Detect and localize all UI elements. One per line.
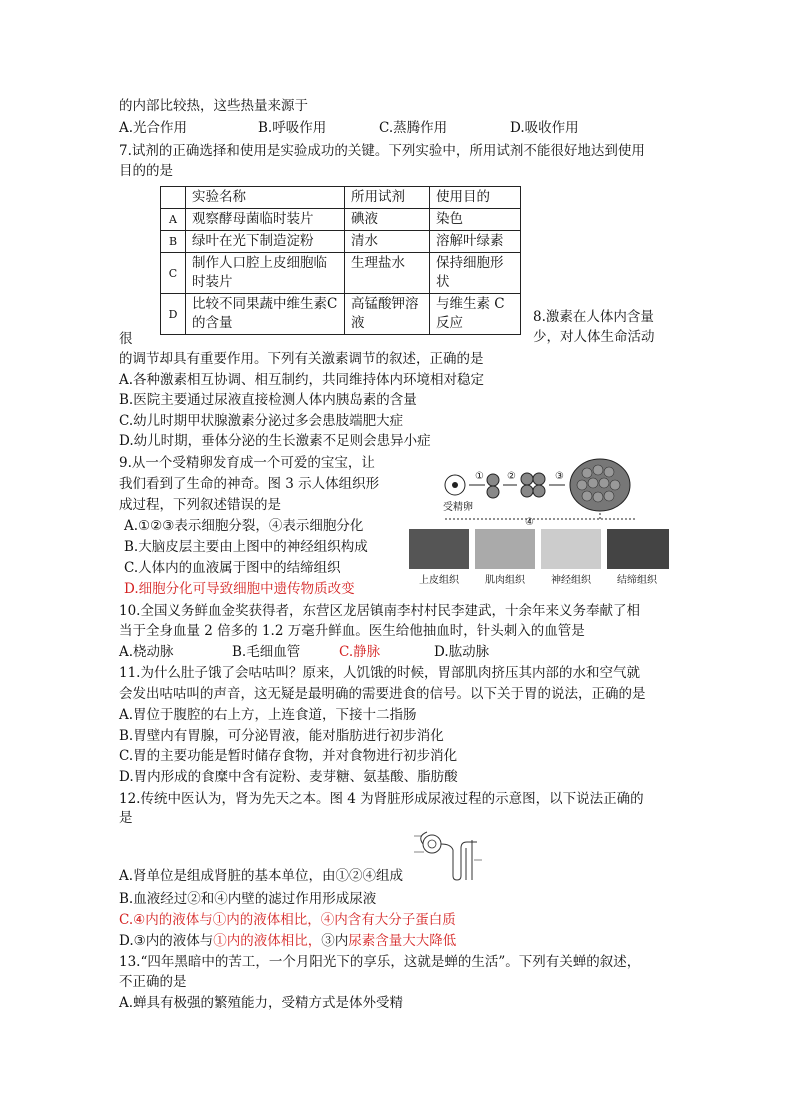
question-11-option-b: B.胃壁内有胃腺，可分泌胃液，能对脂肪进行初步消化 (119, 728, 444, 744)
table-header-cell: 实验名称 (186, 187, 345, 209)
table-cell (161, 187, 186, 209)
step-label: ③ (555, 471, 564, 482)
table-row (161, 209, 521, 231)
question-12-option-c: C.④内的液体与①内的液体相比，④内含有大分子蛋白质 (119, 912, 456, 928)
figure-3-tissue-formation (405, 455, 675, 590)
q6-option-a: A.光合作用 (119, 120, 188, 136)
question-11-option-a: A.胃位于腹腔的右上方，上连食道，下接十二指肠 (119, 707, 417, 723)
question-8-option-b: B.医院主要通过尿液直接检测人体内胰岛素的含量 (119, 392, 417, 408)
row-key: B (161, 231, 186, 253)
question-13-option-a: A.蝉具有极强的繁殖能力，受精方式是体外受精 (119, 995, 404, 1011)
question-12-option-d (119, 931, 456, 951)
epithelial-tissue-image (409, 529, 469, 569)
question-11-option-c: C.胃的主要功能是暂时储存食物，并对食物进行初步消化 (119, 748, 458, 764)
step-label: ④ (525, 517, 534, 528)
table-cell: 清水 (345, 231, 430, 253)
question-8-text: 8.激素在人体内含量 (533, 309, 654, 325)
question-8-text: 的调节却具有重要作用。下列有关激素调节的叙述，正确的是 (119, 351, 484, 367)
question-8-option-d: D.幼儿时期，垂体分泌的生长激素不足则会患异小症 (119, 433, 431, 449)
tissue-label: 上皮组织 (419, 575, 459, 586)
question-9-option-b: B.大脑皮层主要由上图中的神经组织构成 (124, 539, 368, 555)
question-11-text: 会发出咕咕叫的声音，这无疑是最明确的需要进食的信号。以下关于胃的说法，正确的是 (119, 686, 646, 702)
table-row (161, 253, 521, 294)
table-cell: 染色 (430, 209, 521, 231)
table-cell: 保持细胞形状 (430, 253, 521, 294)
table-cell: 溶解叶绿素 (430, 231, 521, 253)
question-12-text: 12.传统中医认为，肾为先天之本。图 4 为肾脏形成尿液过程的示意图，以下说法正确的 (119, 791, 644, 807)
text-line: 的内部比较热，这些热量来源于 (119, 98, 308, 114)
row-key: A (161, 209, 186, 231)
table-cell: 高锰酸钾溶液 (345, 294, 430, 335)
q10-option-b: B.毛细血管 (232, 644, 301, 660)
q10-option-c: C.静脉 (339, 644, 381, 660)
table-cell: 观察酵母菌临时装片 (186, 209, 345, 231)
table-cell: 碘液 (345, 209, 430, 231)
option-text-highlight: ①内的液体相比， (213, 933, 322, 949)
question-12-text: 是 (119, 810, 133, 826)
row-key: C (161, 253, 186, 294)
tissue-label: 肌肉组织 (485, 575, 525, 586)
question-13-text: 13.“四年黑暗中的苦工，一个月阳光下的享乐，这就是蝉的生活”。下列有关蝉的叙述， (119, 954, 641, 970)
question-9-text: 我们看到了生命的神奇。图 3 示人体组织形 (119, 476, 380, 492)
question-11-option-d: D.胃内形成的食糜中含有淀粉、麦芽糖、氨基酸、脂肪酸 (119, 769, 458, 785)
table-cell: 比较不同果蔬中维生素C的含量 (186, 294, 345, 335)
figure-4-nephron (412, 830, 484, 884)
question-8-option-a: A.各种激素相互协调、相互制约，共同维持体内环境相对稳定 (119, 372, 485, 388)
table-cell: 制作人口腔上皮细胞临时装片 (186, 253, 345, 294)
question-12-option-a: A.肾单位是组成肾脏的基本单位，由①②④组成 (119, 868, 404, 884)
table-cell: 与维生素 C 反应 (430, 294, 521, 335)
experiment-table (160, 186, 521, 335)
question-11-text: 11.为什么肚子饿了会咕咕叫？原来，人饥饿的时候，胃部肌肉挤压其内部的水和空气就 (119, 665, 640, 681)
table-cell: 绿叶在光下制造淀粉 (186, 231, 345, 253)
table-header-cell: 所用试剂 (345, 187, 430, 209)
question-8-text: 少，对人体生命活动 (533, 329, 655, 345)
question-7-text: 目的的是 (119, 163, 173, 179)
q6-option-d: D.吸收作用 (510, 120, 579, 136)
step-label: ① (475, 471, 484, 482)
q6-option-b: B.呼吸作用 (258, 120, 327, 136)
question-10-text: 当于全身血量 2 倍多的 1.2 万毫升鲜血。医生给他抽血时，针头刺入的血管是 (119, 623, 585, 639)
q10-option-a: A.桡动脉 (119, 644, 174, 660)
question-9-text: 成过程，下列叙述错误的是 (119, 497, 281, 513)
option-text-highlight: 尿素含量大大降低 (348, 933, 457, 949)
step-label: ② (507, 471, 516, 482)
tissue-label: 神经组织 (551, 575, 591, 586)
q6-option-c: C.蒸腾作用 (379, 120, 448, 136)
question-9-option-a: A.①②③表示细胞分裂，④表示细胞分化 (124, 518, 364, 534)
table-header-row (161, 187, 521, 209)
nerve-tissue-image (541, 529, 601, 569)
question-9-text: 9.从一个受精卵发育成一个可爱的宝宝，让 (119, 455, 375, 471)
q10-option-d: D.肱动脉 (434, 644, 490, 660)
row-key: D (161, 294, 186, 335)
question-13-text: 不正确的是 (119, 974, 187, 990)
egg-label: 受精卵 (443, 502, 473, 513)
tissue-label: 结缔组织 (617, 575, 657, 586)
table-row (161, 231, 521, 253)
table-header-cell: 使用目的 (430, 187, 521, 209)
question-9-option-c: C.人体内的血液属于图中的结缔组织 (124, 560, 341, 576)
question-9-option-d: D.细胞分化可导致细胞中遗传物质改变 (124, 581, 355, 597)
question-10-text: 10.全国义务鲜血金奖获得者，东营区龙居镇南李村村民李建武，十余年来义务奉献了相 (119, 603, 640, 619)
table-cell: 生理盐水 (345, 253, 430, 294)
question-8-text: 很 (119, 331, 133, 347)
table-row (161, 294, 521, 335)
muscle-tissue-image (475, 529, 535, 569)
option-text: ③内 (321, 933, 349, 949)
question-7-text: 7.试剂的正确选择和使用是实验成功的关键。下列实验中，所用试剂不能很好地达到使用 (119, 143, 645, 159)
option-text: D.③内的液体与 (119, 933, 214, 949)
connective-tissue-image (607, 529, 669, 569)
question-8-option-c: C.幼儿时期甲状腺激素分泌过多会患肢端肥大症 (119, 413, 404, 429)
question-12-option-b: B.血液经过②和④内壁的滤过作用形成尿液 (119, 891, 377, 907)
